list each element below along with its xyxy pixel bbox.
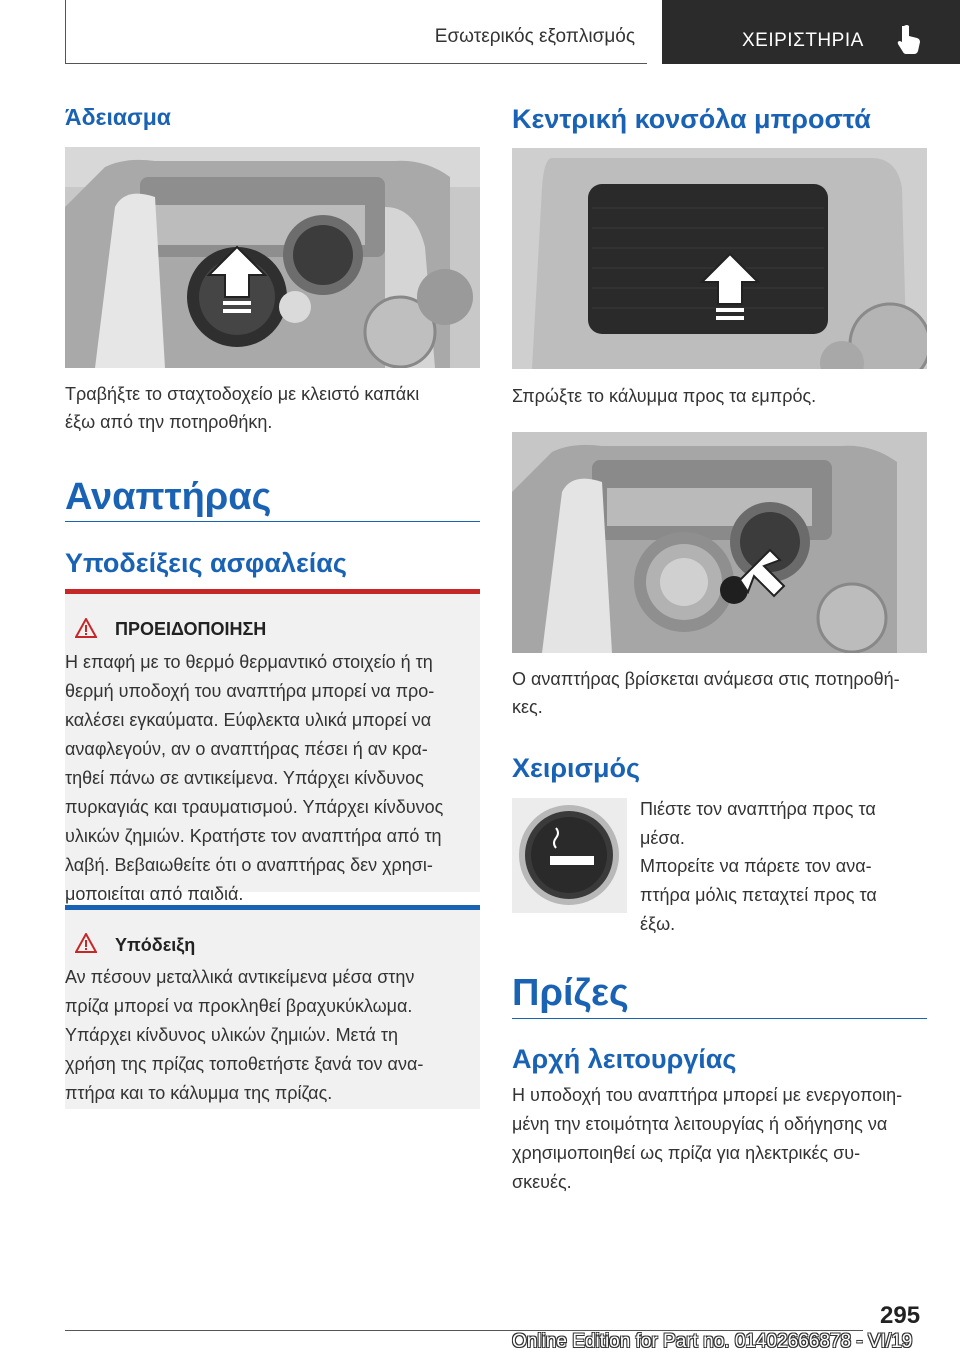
operation-line: Πιέστε τον αναπτήρα προς τα [640,799,876,819]
notice-line: Αν πέσουν μεταλλικά αντικείμενα μέσα στην [65,967,415,987]
operation-line: Μπορείτε να πάρετε τον ανα- [640,856,872,876]
lighter-location-photo [512,432,927,653]
header-tab[interactable] [662,0,960,64]
warning-line: θερμή υποδοχή του αναπτήρα μπορεί να προ- [65,681,435,701]
operation-line: έξω. [640,914,676,934]
principle-line: χρησιμοποιηθεί ως πρίζα για ηλεκτρικές συ- [512,1143,861,1163]
sockets-heading: Πρίζες [512,972,629,1014]
console-text: Σπρώξτε το κάλυμμα προς τα εμπρός. [512,386,817,406]
notice-title: Υπόδειξη [115,935,196,955]
console-heading: Κεντρική κονσόλα μπροστά [512,104,871,134]
notice-line: Υπάρχει κίνδυνος υλικών ζημιών. Μετά τη [65,1025,398,1045]
warning-line: λαβή. Βεβαιωθείτε ότι ο αναπτήρας δεν χρησι- [65,855,433,875]
notice-text [65,963,480,1108]
principle-line: μένη την ετοιμότητα λειτουργίας ή οδήγησης να [512,1114,888,1134]
notice-line: πρίζα μπορεί να προκληθεί βραχυκύκλωμα. [65,996,413,1016]
operation-text-1 [640,795,876,853]
safety-heading: Υποδείξεις ασφαλείας [65,548,347,578]
warning-bar [65,589,480,594]
ashtray-photo [65,147,480,368]
hand-pointer-icon [896,24,922,54]
sockets-heading-rule [512,1018,927,1019]
notice-bar [65,905,480,910]
principle-line: Η υποδοχή του αναπτήρα μπορεί με ενεργοποιη- [512,1085,903,1105]
warning-line: αναφλεγούν, αν ο αναπτήρας πέσει ή αν κρα- [65,739,428,759]
principle-heading: Αρχή λειτουργίας [512,1044,737,1074]
warning-title: ΠΡΟΕΙΔΟΠΟΙΗΣΗ [115,619,267,639]
lighter-heading-rule [65,521,480,522]
warning-triangle-icon [75,618,97,638]
operation-text-2 [640,852,877,939]
header-divider-vertical [65,0,66,63]
header-tab-label: ΧΕΙΡΙΣΤΗΡΙΑ [742,30,864,51]
warning-line: υλικών ζημιών. Κρατήστε τον αναπτήρα από τη [65,826,442,846]
emptying-heading: Άδειασμα [65,104,171,130]
notice-triangle-icon [75,933,97,953]
console-cover-photo [512,148,927,369]
operation-line: πτήρα μόλις πεταχτεί προς τα [640,885,877,905]
operation-heading: Χειρισμός [512,753,641,783]
page-number: 295 [880,1302,921,1329]
notice-box [65,905,480,1109]
emptying-text-line-1: Τραβήξτε το σταχτοδοχείο με κλειστό καπάκι [65,384,420,404]
emptying-text-line-2: έξω από την ποτηροθήκη. [65,412,273,432]
footer-edition: Online Edition for Part no. 01402666878 - VI/19 [512,1331,913,1352]
warning-line: τηθεί πάνω σε αντικείμενα. Υπάρχει κίνδυνος [65,768,424,788]
header-divider-horizontal [65,63,647,64]
warning-line: Η επαφή με το θερμό θερμαντικό στοιχείο ή τη [65,652,433,672]
principle-text [512,1081,902,1197]
warning-line: πυρκαγιάς και τραυματισμού. Υπάρχει κίνδυνος [65,797,444,817]
lighter-button-photo [512,798,627,913]
warning-line: μοποιείται από παιδιά. [65,884,244,904]
lighter-location-line-1: Ο αναπτήρας βρίσκεται ανάμεσα στις ποτηροθή- [512,669,900,689]
warning-box [65,589,480,904]
notice-line: χρήση της πρίζας τοποθετήστε ξανά τον ανα- [65,1054,424,1074]
lighter-heading: Αναπτήρας [65,476,272,518]
principle-line: σκευές. [512,1172,572,1192]
warning-text [65,648,480,909]
header-section-title: Εσωτερικός εξοπλισμός [434,26,635,47]
warning-line: καλέσει εγκαύματα. Εύφλεκτα υλικά μπορεί να [65,710,432,730]
operation-line: μέσα. [640,828,685,848]
notice-line: πτήρα και το κάλυμμα της πρίζας. [65,1083,333,1103]
lighter-location-line-2: κες. [512,697,543,717]
